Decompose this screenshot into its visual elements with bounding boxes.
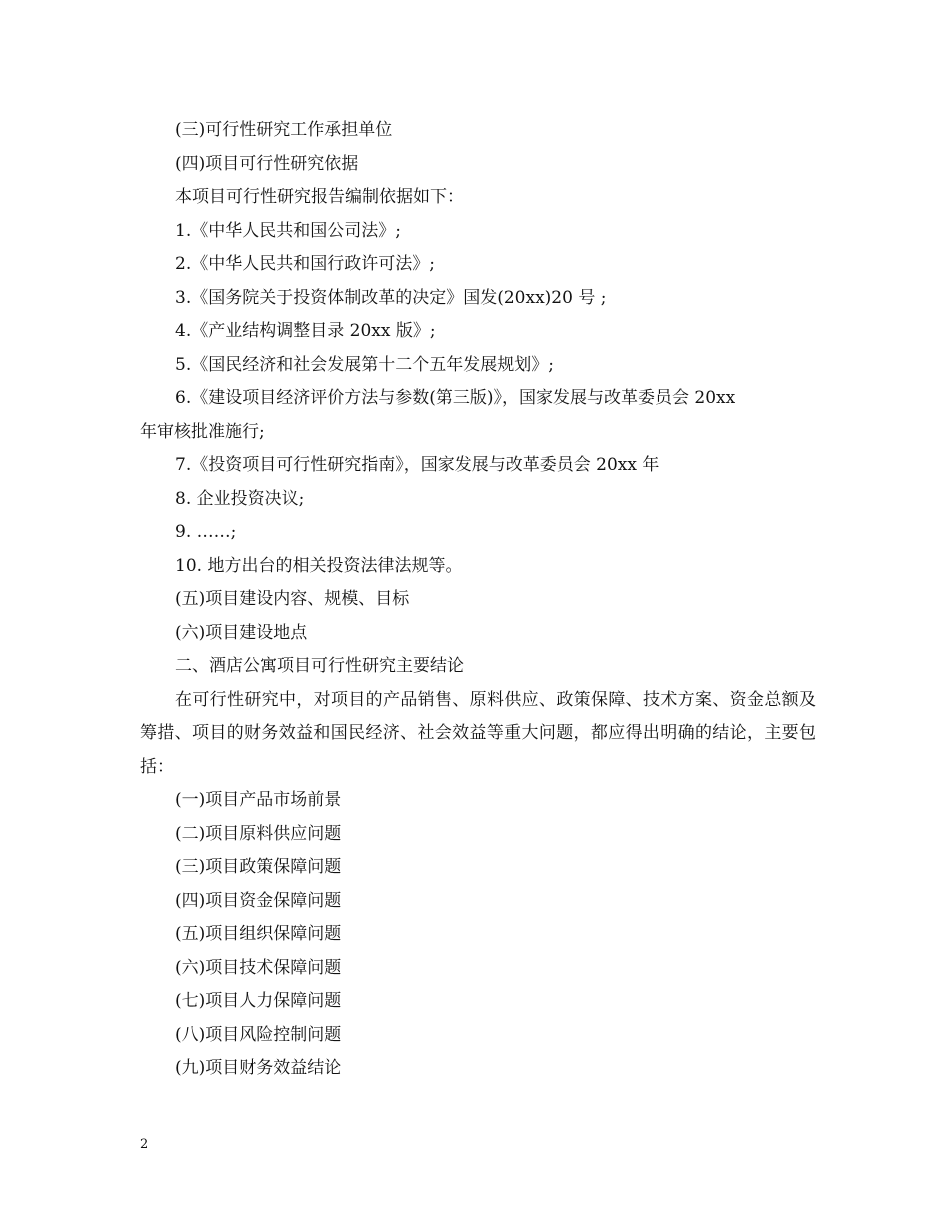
heading-basis: (四)项目可行性研究依据 [175,153,359,174]
list-item-continuation: 年审核批准施行; [140,421,265,442]
basis-intro: 本项目可行性研究报告编制依据如下： [175,187,464,207]
list-item: 3.《国务院关于投资体制改革的决定》国发(20xx)20 号 ; [175,287,607,308]
conclusion-item: (二)项目原料供应问题 [175,823,342,844]
section-heading-conclusions: 二、酒店公寓项目可行性研究主要结论 [175,656,464,676]
list-item: 4.《产业结构调整目录 20xx 版》; [175,321,436,341]
list-item: 6.《建设项目经济评价方法与参数(第三版)》，国家发展与改革委员会 20xx [175,388,736,408]
conclusion-item: (七)项目人力保障问题 [175,991,342,1011]
conclusion-item: (一)项目产品市场前景 [175,790,342,810]
conclusion-paragraph: 在可行性研究中，对项目的产品销售、原料供应、政策保障、技术方案、资金总额及筹措、项目的财务效益和国民经济、社会效益等重大问题，都应得出明确的结论，主要包括： [140,689,816,777]
list-item: 2.《中华人民共和国行政许可法》; [175,254,435,274]
heading-contractor: (三)可行性研究工作承担单位 [175,120,393,140]
list-item: 5.《国民经济和社会发展第十二个五年发展规划》; [175,354,554,375]
conclusion-item: (九)项目财务效益结论 [175,1058,342,1078]
conclusion-item: (五)项目组织保障问题 [175,924,342,944]
document-body [140,114,820,1086]
list-item: 10. 地方出台的相关投资法律法规等。 [175,555,463,576]
conclusion-item: (四)项目资金保障问题 [175,890,342,911]
conclusion-item: (八)项目风险控制问题 [175,1024,342,1045]
conclusion-item: (三)项目政策保障问题 [175,857,342,877]
heading-location: (六)项目建设地点 [175,622,308,643]
list-item: 9. ……; [175,522,237,542]
list-item: 8. 企业投资决议; [175,488,305,509]
conclusion-item: (六)项目技术保障问题 [175,957,342,978]
list-item: 1.《中华人民共和国公司法》; [175,220,401,241]
page-number: 2 [140,1137,149,1152]
list-item: 7.《投资项目可行性研究指南》，国家发展与改革委员会 20xx 年 [175,455,660,475]
heading-content-scale: (五)项目建设内容、规模、目标 [175,589,410,609]
